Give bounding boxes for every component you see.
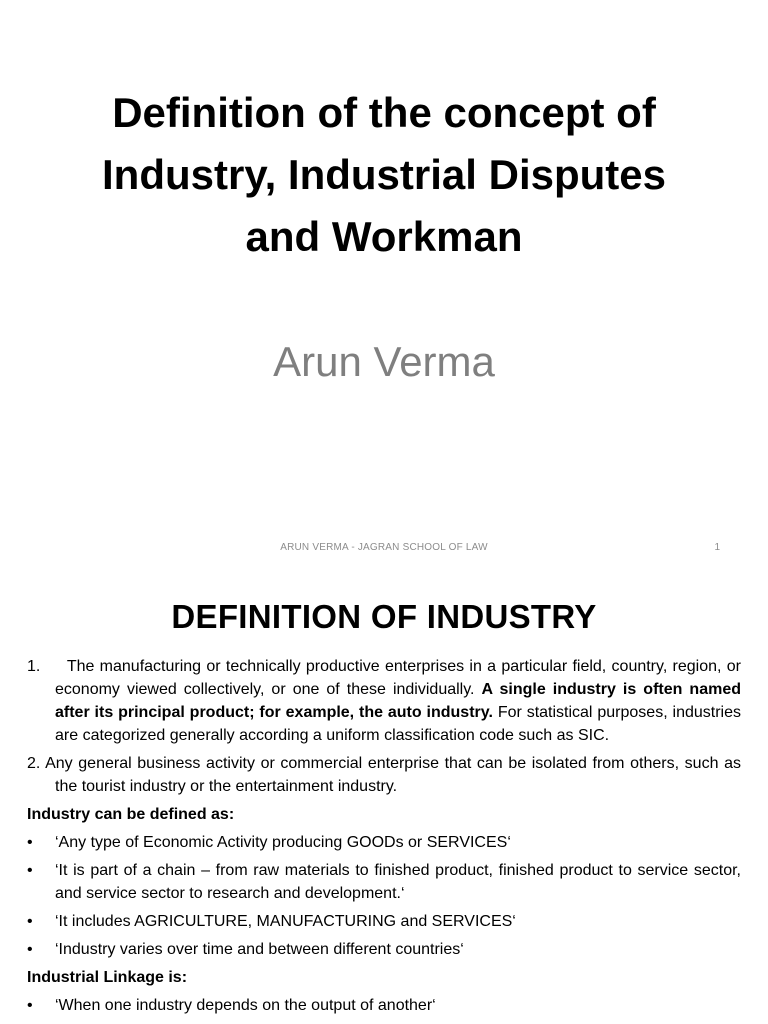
item-text: The manufacturing or technically productive enterprises in a particular field, country, region, or economy viewed collectively, or one of these individually. (55, 658, 742, 698)
list-item (27, 994, 741, 1017)
title-line: Industry, Industrial Disputes (102, 151, 666, 198)
slide-body (27, 655, 741, 1022)
author-name: Arun Verma (273, 338, 495, 385)
bullet-icon: • (27, 997, 33, 1014)
list-item (27, 859, 741, 905)
title-line: and Workman (245, 213, 523, 260)
slide-heading: DEFINITION OF INDUSTRY (171, 598, 597, 635)
list-item (27, 938, 741, 961)
list-item (27, 831, 741, 854)
list-item (27, 910, 741, 933)
definition-item-2: 2. Any general business activity or commercial enterprise that can be isolated from others, such as the tourist industry or the entertainment industry. (27, 755, 741, 795)
list-item-text: ‘Industry varies over time and between different countries‘ (55, 941, 464, 958)
item-text: For statistical purposes, industries are categorized generally according a uniform classification code such as SIC. (55, 704, 741, 744)
slide-footer: ARUN VERMA - JAGRAN SCHOOL OF LAW (280, 542, 488, 553)
item-bold-text: A single industry is often named after its principal product; for example, the auto industry. (55, 681, 741, 721)
bullet-icon: • (27, 834, 33, 851)
definition-item-1 (27, 655, 741, 747)
list-item-text: ‘It is part of a chain – from raw materials to finished product, finished product to service sector, and service sector to research and development.‘ (55, 862, 741, 902)
linkage-heading: Industrial Linkage is: (27, 969, 188, 986)
bullet-icon: • (27, 913, 33, 930)
title-line: Definition of the concept of (112, 89, 656, 136)
bullet-icon: • (27, 941, 33, 958)
item-number: 1. (27, 658, 41, 675)
bullet-icon: • (27, 862, 33, 879)
presentation-title (40, 82, 728, 268)
definition-slide (0, 576, 768, 1024)
list-item-text: ‘When one industry depends on the output of another‘ (55, 997, 436, 1014)
list-item-text: ‘Any type of Economic Activity producing GOODs or SERVICES‘ (55, 834, 511, 851)
industry-definition-heading: Industry can be defined as: (27, 806, 235, 823)
list-item-text: ‘It includes AGRICULTURE, MANUFACTURING and SERVICES‘ (55, 913, 516, 930)
slide-number: 1 (714, 542, 720, 553)
